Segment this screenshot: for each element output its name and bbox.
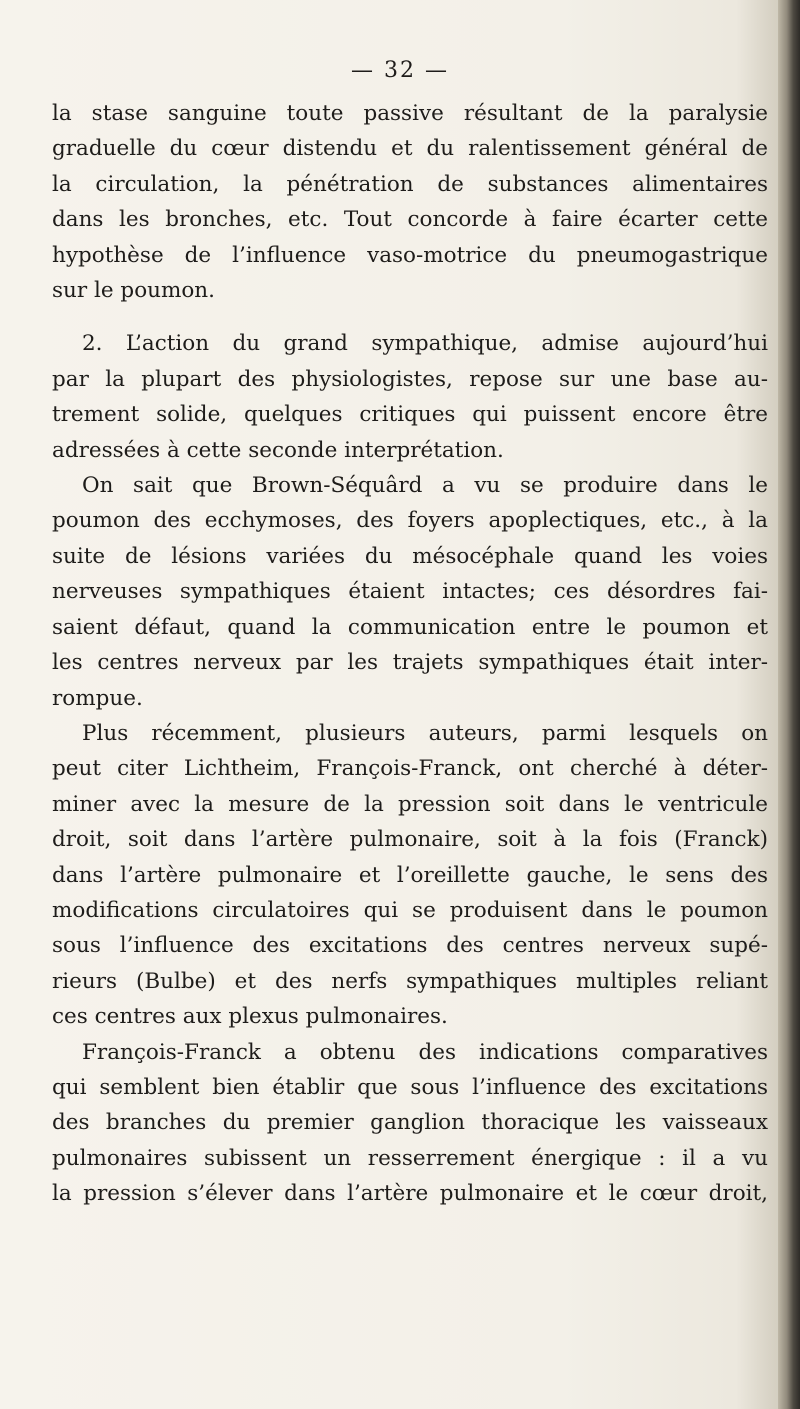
text-line: dans l’artère pulmonaire et l’oreillette gauche, le sens des	[52, 862, 768, 888]
text-line: droit, soit dans l’artère pulmonaire, soit à la fois (Franck)	[52, 827, 768, 853]
page-number: — 32 —	[351, 58, 449, 83]
paragraph	[52, 468, 768, 716]
page-binding-shadow	[778, 0, 800, 1409]
text-line: Plus récemment, plusieurs auteurs, parmi lesquels on	[82, 720, 768, 746]
paragraph	[52, 716, 768, 1035]
text-line: la circulation, la pénétration de substances alimentaires	[52, 171, 768, 197]
text-line: qui semblent bien établir que sous l’influence des excitations	[52, 1074, 768, 1100]
text-line: par la plupart des physiologistes, repose sur une base au-	[52, 366, 768, 392]
text-line: peut citer Lichtheim, François-Franck, ont cherché à déter-	[52, 756, 768, 782]
text-line: rieurs (Bulbe) et des nerfs sympathiques multiples reliant	[52, 968, 768, 994]
text-line: nerveuses sympathiques étaient intactes; ces désordres fai-	[52, 579, 768, 605]
text-line: modifications circulatoires qui se produisent dans le poumon	[52, 897, 768, 923]
text-line: François-Franck a obtenu des indications comparatives	[82, 1039, 768, 1065]
text-line: poumon des ecchymoses, des foyers apoplectiques, etc., à la	[52, 508, 768, 534]
paragraph	[52, 96, 768, 308]
text-line: la stase sanguine toute passive résultant de la paralysie	[52, 101, 768, 126]
paragraph	[52, 326, 768, 468]
text-line: suite de lésions variées du mésocéphale quand les voies	[52, 543, 768, 569]
text-line: les centres nerveux par les trajets sympathiques était inter-	[52, 650, 768, 676]
text-line: la pression s’élever dans l’artère pulmonaire et le cœur droit,	[52, 1181, 768, 1207]
text-line: trement solide, quelques critiques qui puissent encore être	[52, 402, 768, 428]
text-line: ces centres aux plexus pulmonaires.	[52, 1004, 448, 1030]
text-line: hypothèse de l’influence vaso-motrice du pneumogastrique	[52, 242, 768, 268]
text-line: 2. L’action du grand sympathique, admise aujourd’hui	[82, 331, 768, 357]
body-text	[52, 96, 768, 1212]
text-line: adressées à cette seconde interprétation.	[52, 437, 504, 463]
text-line: dans les bronches, etc. Tout concorde à faire écarter cette	[52, 207, 768, 233]
paragraph	[52, 1035, 768, 1212]
text-line: miner avec la mesure de la pression soit dans le ventricule	[52, 791, 768, 817]
text-line: graduelle du cœur distendu et du ralentissement général de	[52, 136, 768, 162]
text-line: saient défaut, quand la communication entre le poumon et	[52, 614, 768, 640]
text-line: sur le poumon.	[52, 278, 215, 304]
text-line: pulmonaires subissent un resserrement énergique : il a vu	[52, 1145, 768, 1171]
paragraph-gap	[52, 308, 768, 326]
text-line: rompue.	[52, 685, 143, 711]
text-line: On sait que Brown-Séquârd a vu se produire dans le	[82, 473, 768, 499]
text-line: sous l’influence des excitations des centres nerveux supé-	[52, 933, 768, 959]
text-line: des branches du premier ganglion thoracique les vaisseaux	[52, 1110, 768, 1136]
